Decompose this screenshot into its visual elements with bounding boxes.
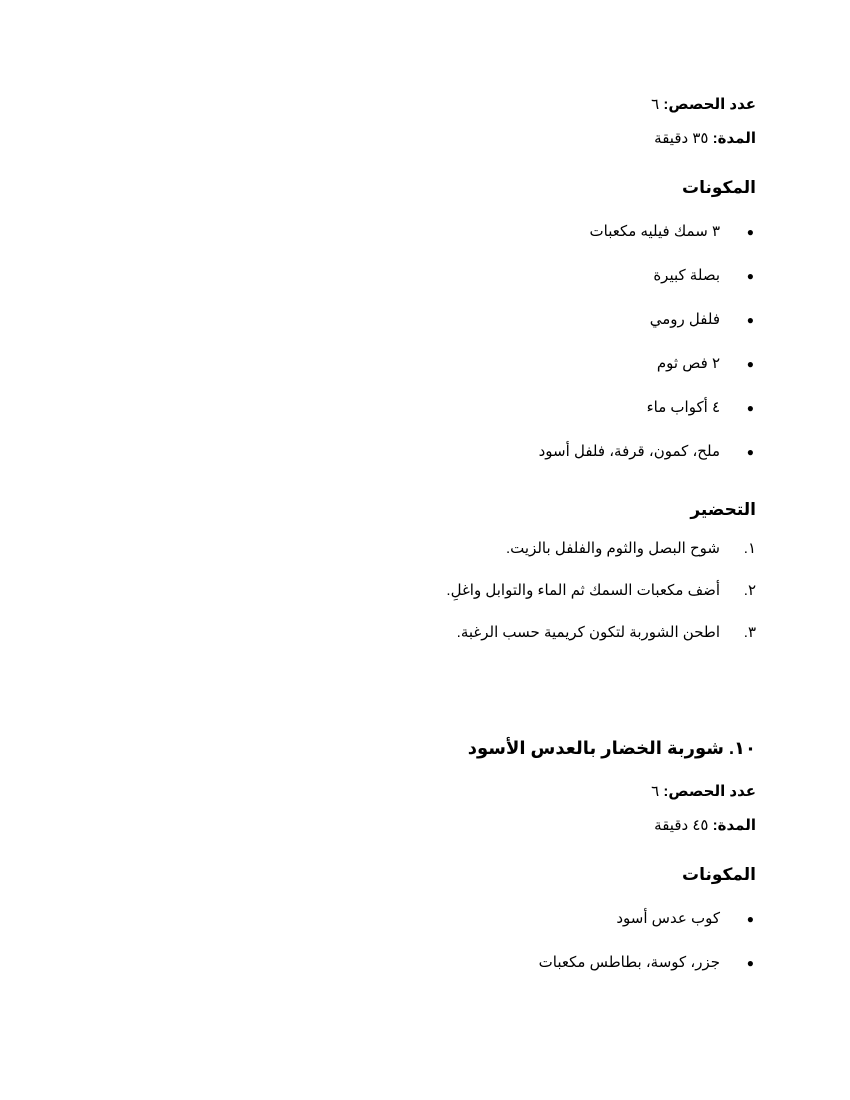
bullet-icon: ● <box>746 357 754 371</box>
ingredients-list <box>56 210 756 474</box>
bullet-icon: ● <box>746 269 754 283</box>
step-text: أضف مكعبات السمك ثم الماء والتوابل واغلِ. <box>446 582 720 599</box>
list-item <box>56 897 756 941</box>
recipe-duration <box>56 809 756 843</box>
step-number: ٣. <box>743 624 756 641</box>
preparation-heading: التحضير <box>690 500 756 519</box>
ingredient-text: ٣ سمك فيليه مكعبات <box>589 223 720 240</box>
bullet-icon: ● <box>746 401 754 415</box>
step-text: شوح البصل والثوم والفلفل بالزيت. <box>506 540 720 557</box>
ingredient-text: بصلة كبيرة <box>653 267 720 284</box>
ingredients-heading: المكونات <box>681 178 756 197</box>
preparation-steps <box>56 528 756 654</box>
bullet-icon: ● <box>746 225 754 239</box>
recipe-title: ١٠. شوربة الخضار بالعدس الأسود <box>467 738 756 758</box>
document-content <box>56 88 756 985</box>
list-item <box>56 941 756 985</box>
list-item <box>56 254 756 298</box>
duration-label: المدة: <box>712 817 756 834</box>
duration-value: ٣٥ دقيقة <box>654 130 709 147</box>
step-number: ١. <box>743 540 756 557</box>
ingredient-text: كوب عدس أسود <box>616 910 720 927</box>
step-item <box>56 570 756 612</box>
list-item <box>56 298 756 342</box>
list-item <box>56 210 756 254</box>
ingredients-heading: المكونات <box>681 865 756 884</box>
servings-label: عدد الحصص: <box>663 783 756 800</box>
bullet-icon: ● <box>746 313 754 327</box>
bullet-icon: ● <box>746 912 754 926</box>
recipe-duration <box>56 122 756 156</box>
list-item <box>56 342 756 386</box>
servings-label: عدد الحصص: <box>663 96 756 113</box>
list-item <box>56 430 756 474</box>
ingredient-text: فلفل رومي <box>649 311 720 328</box>
ingredient-text: جزر، كوسة، بطاطس مكعبات <box>538 954 720 971</box>
ingredients-list <box>56 897 756 985</box>
recipe-servings <box>56 88 756 122</box>
step-item <box>56 528 756 570</box>
step-text: اطحن الشوربة لتكون كريمية حسب الرغبة. <box>456 624 720 641</box>
step-number: ٢. <box>743 582 756 599</box>
bullet-icon: ● <box>746 445 754 459</box>
ingredient-text: ٢ فص ثوم <box>656 355 720 372</box>
list-item <box>56 386 756 430</box>
recipe-servings <box>56 775 756 809</box>
duration-value: ٤٥ دقيقة <box>654 817 709 834</box>
servings-value: ٦ <box>651 783 660 800</box>
duration-label: المدة: <box>712 130 756 147</box>
ingredient-text: ٤ أكواب ماء <box>646 399 720 416</box>
ingredient-text: ملح، كمون، قرفة، فلفل أسود <box>538 443 720 460</box>
bullet-icon: ● <box>746 956 754 970</box>
servings-value: ٦ <box>651 96 660 113</box>
step-item <box>56 612 756 654</box>
